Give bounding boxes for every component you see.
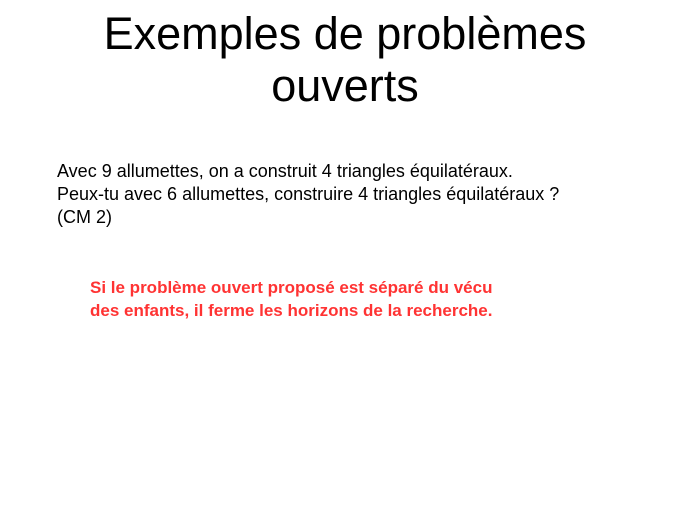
note-line-1: Si le problème ouvert proposé est séparé du vécu <box>90 278 493 297</box>
highlight-note <box>90 276 650 322</box>
title-line-2: ouverts <box>271 60 419 111</box>
title-line-1: Exemples de problèmes <box>103 8 587 59</box>
problem-line-1: Avec 9 allumettes, on a construit 4 triangles équilatéraux. <box>57 161 513 181</box>
problem-level: (CM 2) <box>57 207 112 227</box>
slide-title <box>0 8 690 112</box>
problem-line-2: Peux-tu avec 6 allumettes, construire 4 triangles équilatéraux ? <box>57 184 560 204</box>
problem-statement <box>57 160 682 229</box>
note-line-2: des enfants, il ferme les horizons de la recherche. <box>90 301 493 320</box>
